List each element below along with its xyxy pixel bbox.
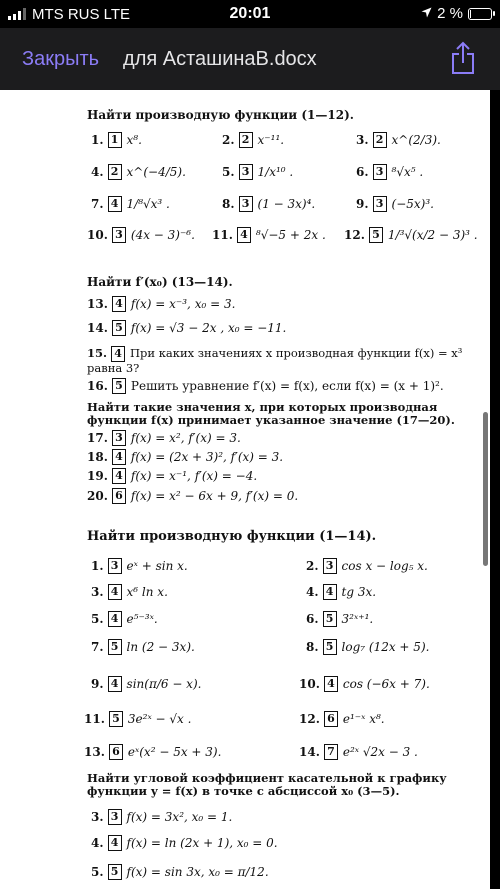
list-item: 13. 6 eˣ(x² − 5x + 3). bbox=[84, 745, 222, 759]
scrollbar[interactable] bbox=[483, 412, 488, 566]
list-item: 12. 6 e¹⁻ˣ x⁸. bbox=[299, 712, 385, 726]
section-title: Найти производную функции (1—12). bbox=[87, 108, 354, 122]
list-item: 1. 1 x⁸. bbox=[91, 133, 142, 147]
list-item: 17. 3 f(x) = x², f′(x) = 3. bbox=[87, 431, 241, 445]
list-item: 2. 3 cos x − log₅ x. bbox=[306, 559, 428, 573]
list-item: 15. 4 При каких значениях x производная функции f(x) = x³ равна 3? bbox=[87, 346, 463, 375]
list-item: 16. 5 Решить уравнение f′(x) = f(x), если f(x) = (x + 1)². bbox=[87, 379, 444, 393]
list-item: 14. 7 e²ˣ √2x − 3 . bbox=[299, 745, 418, 759]
section-title: Найти производную функции (1—14). bbox=[87, 529, 377, 544]
carrier-label: MTS RUS LTE bbox=[32, 5, 131, 23]
list-item: 18. 4 f(x) = (2x + 3)², f′(x) = 3. bbox=[87, 450, 284, 464]
list-item: 4. 2 x^(−4/5). bbox=[91, 165, 186, 179]
list-item: 7. 5 ln (2 − 3x). bbox=[91, 640, 195, 654]
document-page[interactable] bbox=[0, 90, 490, 889]
section-title: Найти такие значения x, при которых производная функции f(x) принимает указанное значение (17—20). bbox=[87, 400, 455, 427]
list-item: 8. 3 (1 − 3x)⁴. bbox=[222, 197, 316, 211]
list-item: 5. 4 e⁵⁻³ˣ. bbox=[91, 612, 158, 626]
list-item: 6. 5 3²ˣ⁺¹. bbox=[306, 612, 374, 626]
list-item: 8. 5 log₇ (12x + 5). bbox=[306, 640, 430, 654]
list-item: 9. 3 (−5x)³. bbox=[356, 197, 434, 211]
clock: 20:01 bbox=[229, 5, 271, 22]
list-item: 12. 5 1/³√(x/2 − 3)³ . bbox=[344, 228, 478, 242]
list-item: 2. 2 x⁻¹¹. bbox=[222, 133, 285, 147]
status-bar bbox=[0, 0, 500, 28]
list-item: 10. 4 cos (−6x + 7). bbox=[299, 677, 430, 691]
share-icon[interactable] bbox=[450, 41, 476, 75]
list-item: 1. 3 eˣ + sin x. bbox=[91, 559, 188, 573]
list-item: 9. 4 sin(π/6 − x). bbox=[91, 677, 202, 691]
list-item: 13. 4 f(x) = x⁻³, x₀ = 3. bbox=[87, 297, 236, 311]
list-item: 14. 5 f(x) = √3 − 2x , x₀ = −11. bbox=[87, 321, 287, 335]
list-item: 11. 4 ⁸√−5 + 2x . bbox=[212, 228, 326, 242]
section-title: Найти угловой коэффициент касательной к графику функции y = f(x) в точке с абсциссой x₀ (3—5). bbox=[87, 771, 447, 798]
nav-bar bbox=[0, 28, 500, 90]
list-item: 11. 5 3e²ˣ − √x . bbox=[84, 712, 192, 726]
section-title: Найти f′(x₀) (13—14). bbox=[87, 275, 233, 289]
list-item: 6. 3 ⁸√x⁵ . bbox=[356, 165, 424, 179]
document-title: для АсташинаВ.docx bbox=[123, 47, 317, 70]
list-item: 4. 4 f(x) = ln (2x + 1), x₀ = 0. bbox=[91, 836, 278, 850]
list-item: 5. 5 f(x) = sin 3x, x₀ = π/12. bbox=[91, 865, 269, 879]
close-button[interactable]: Закрыть bbox=[22, 47, 100, 70]
list-item: 3. 3 f(x) = 3x², x₀ = 1. bbox=[91, 810, 233, 824]
list-item: 4. 4 tg 3x. bbox=[306, 585, 377, 599]
list-item: 20. 6 f(x) = x² − 6x + 9, f′(x) = 0. bbox=[87, 489, 299, 503]
list-item: 3. 4 x⁶ ln x. bbox=[91, 585, 168, 599]
list-item: 5. 3 1/x¹⁰ . bbox=[222, 165, 294, 179]
list-item: 7. 4 1/⁸√x³ . bbox=[91, 197, 170, 211]
list-item: 10. 3 (4x − 3)⁻⁶. bbox=[87, 228, 195, 242]
list-item: 3. 2 x^(2/3). bbox=[356, 133, 441, 147]
battery-icon bbox=[468, 8, 492, 20]
battery-percent: 2 % bbox=[437, 5, 463, 22]
list-item: 19. 4 f(x) = x⁻¹, f′(x) = −4. bbox=[87, 469, 258, 483]
location-icon bbox=[421, 5, 432, 22]
